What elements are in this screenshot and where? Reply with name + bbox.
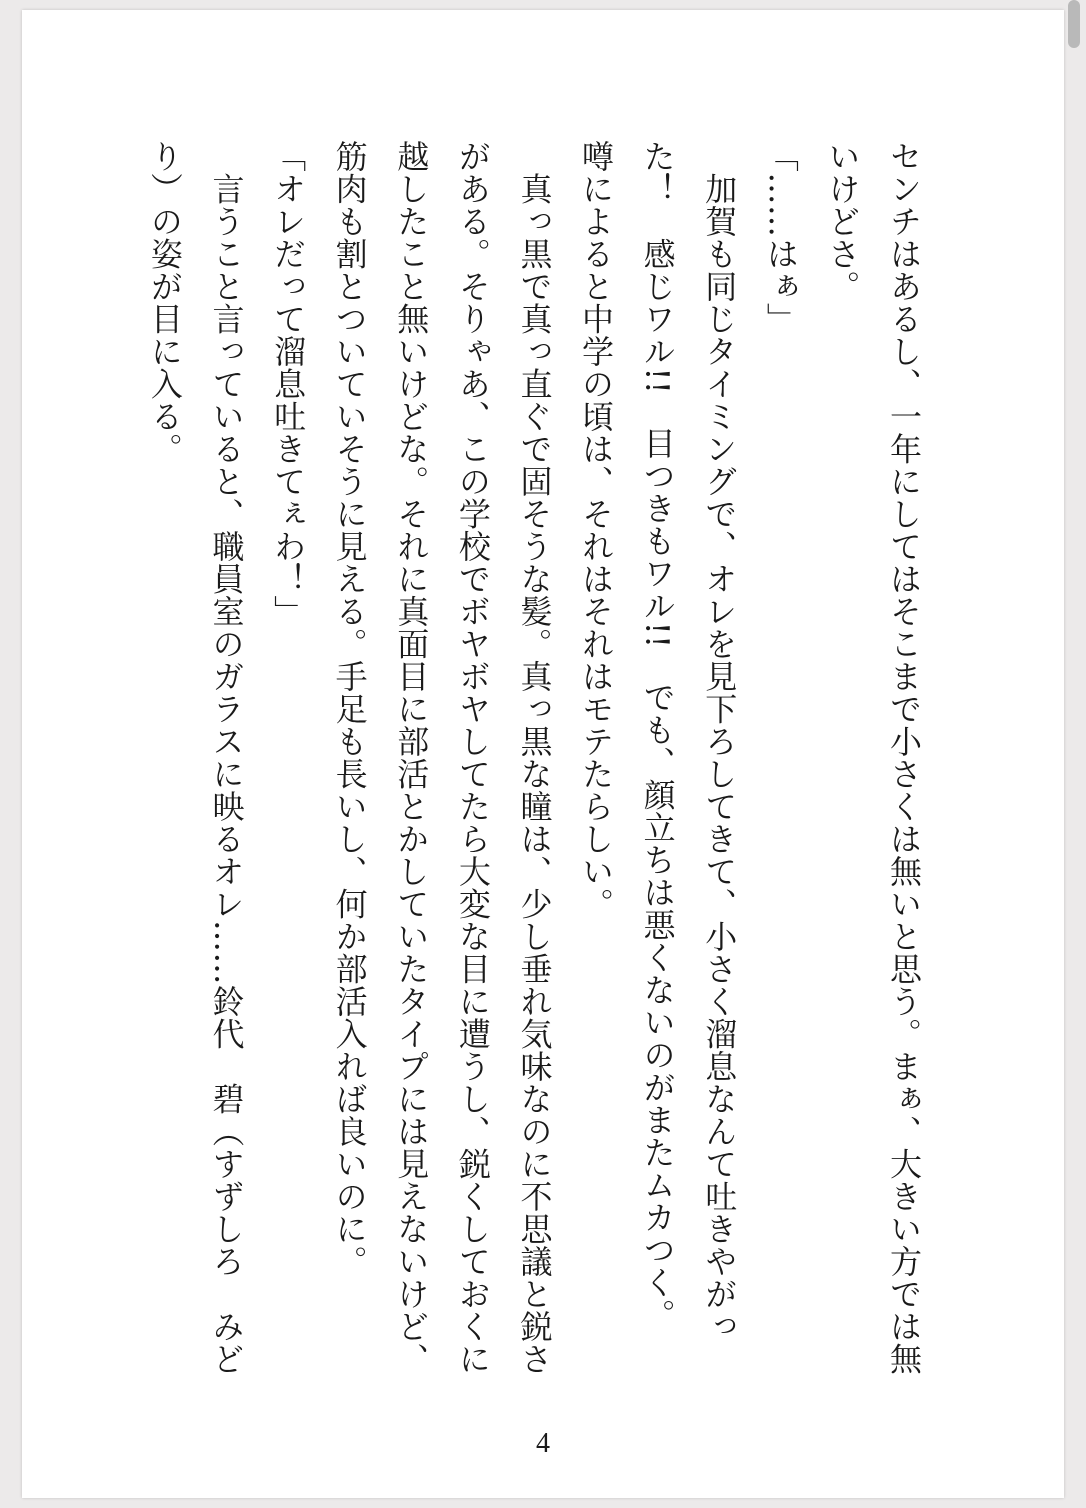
text-line: り）の姿が目に入る。 [145,140,184,465]
text-line: いけどさ。 [823,140,862,303]
text-line: 真っ黒で真っ直ぐで固そうな髪。真っ黒な瞳は、少し垂れ気味なのに不思議と鋭さ [515,140,554,1375]
vertical-body-text [133,140,934,1380]
document-page [22,10,1064,1498]
text-line: 越したこと無いけどな。それに真面目に部活とかしていたタイプには見えないけど、 [392,140,431,1375]
text-line: 「オレだって溜息吐きてぇわ！」 [269,140,308,628]
text-line: 言うこと言っていると、職員室のガラスに映るオレ……鈴代 碧（すずしろ みど [207,140,246,1375]
text-line: 筋肉も割とついていそうに見える。手足も長いし、何か部活入れば良いのに。 [330,140,369,1278]
text-line: がある。そりゃあ、この学校でボヤボヤしてたら大変な目に遭うし、鋭くしておくに [453,140,492,1375]
text-line: 加賀も同じタイミングで、オレを見下ろしてきて、小さく溜息なんて吐きやがっ [700,140,739,1343]
text-line: 噂によると中学の頃は、それはそれはモテたらしい。 [577,140,616,920]
text-line: センチはあるし、一年にしてはそこまで小さくは無いと思う。まぁ、大きい方では無 [885,140,923,1375]
text-line: た！ 感じワル!! 目つきもワル!! でも、顔立ちは悪くないのがまたムカつく。 [638,140,677,1331]
page-number: 4 [536,1428,550,1459]
scrollbar-thumb[interactable] [1068,0,1080,48]
text-line: 「……はぁ」 [761,140,800,335]
